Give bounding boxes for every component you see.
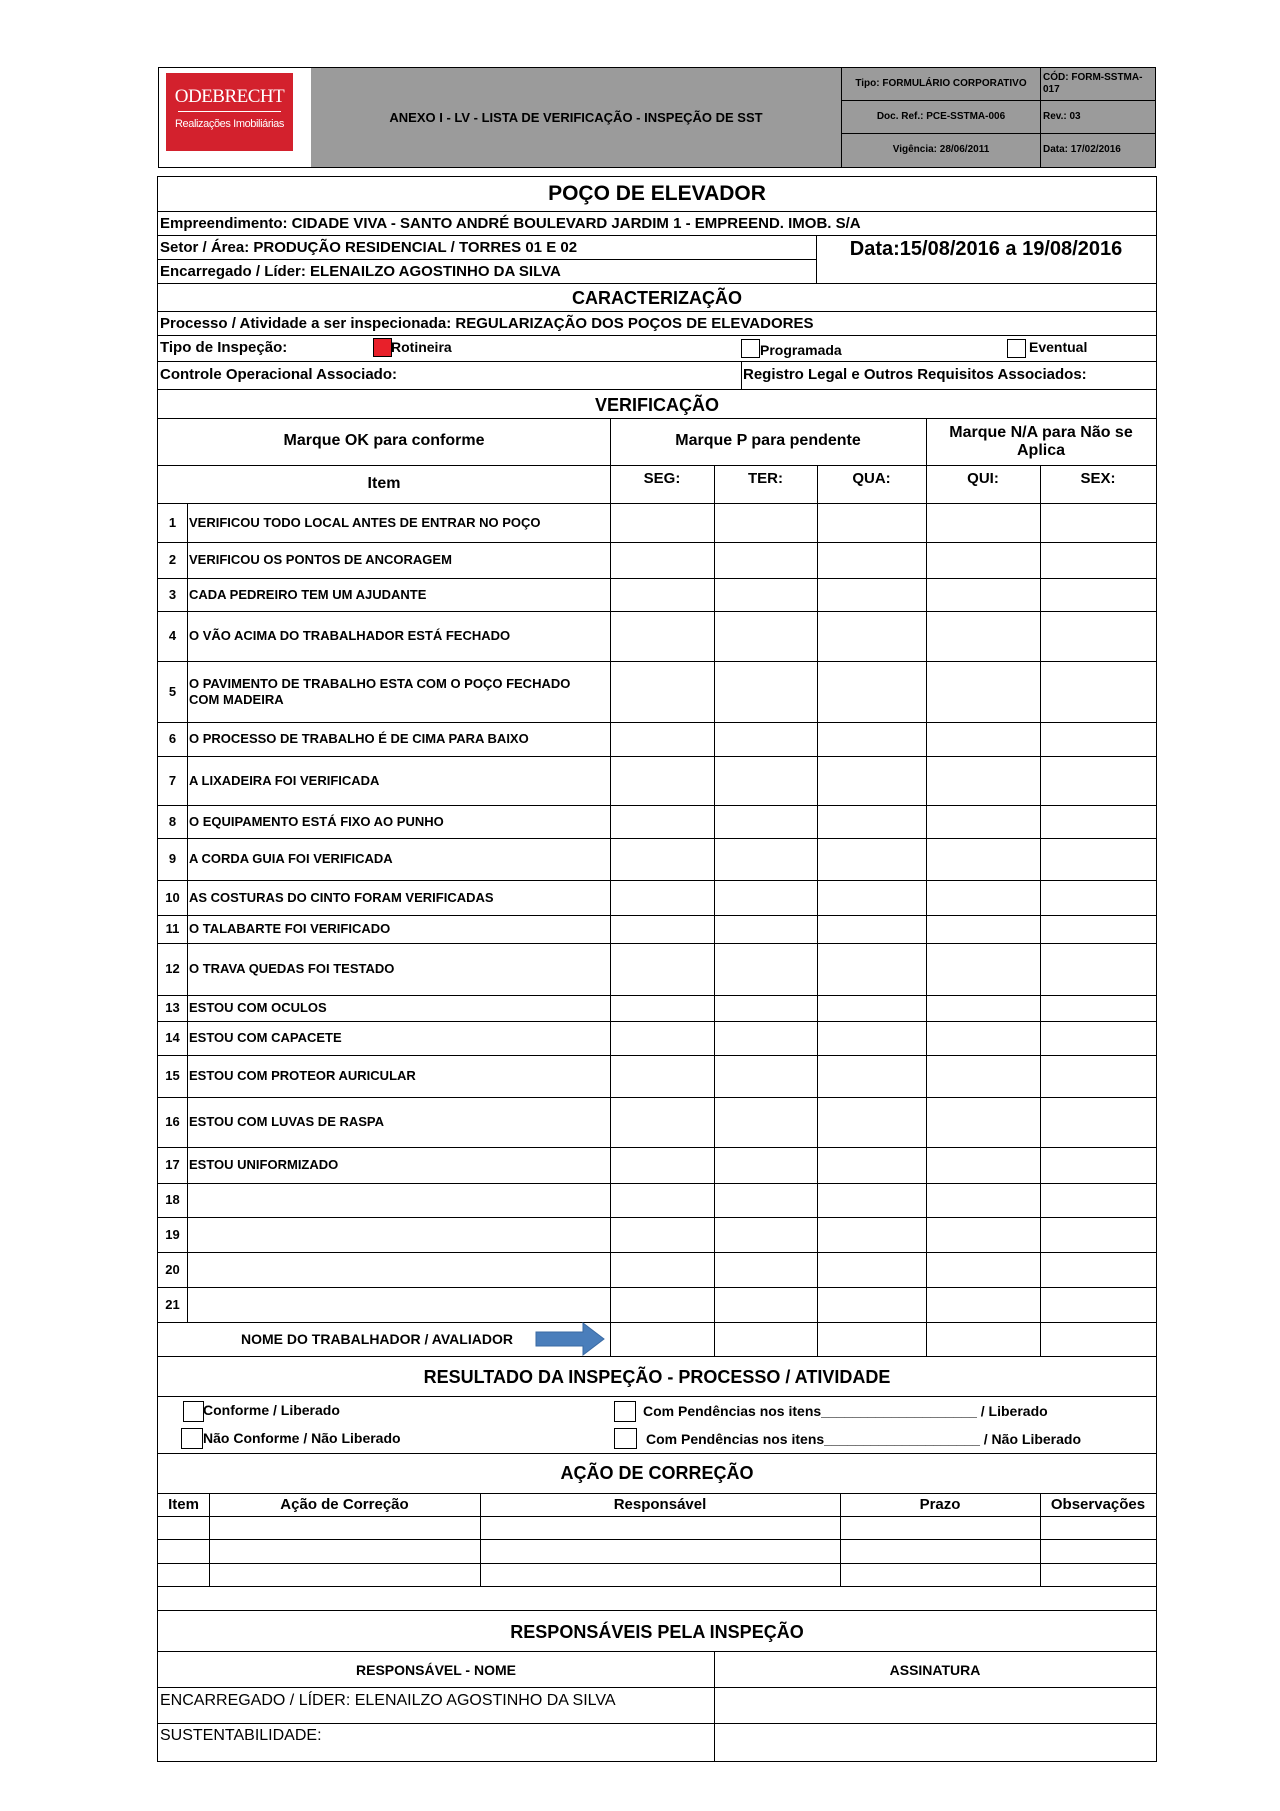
day-mark-cell[interactable] bbox=[611, 1288, 714, 1322]
date-range: Data:15/08/2016 a 19/08/2016 bbox=[849, 238, 1123, 260]
header-rev: Rev.: 03 bbox=[1043, 111, 1081, 122]
day-header: QUI: bbox=[967, 470, 999, 487]
day-mark-cell[interactable] bbox=[818, 757, 926, 805]
programada-checkbox[interactable] bbox=[741, 339, 760, 358]
day-mark-cell[interactable] bbox=[818, 806, 926, 838]
day-mark-cell[interactable] bbox=[1041, 1253, 1156, 1287]
day-mark-cell[interactable] bbox=[611, 881, 714, 915]
worker-name-cell[interactable] bbox=[715, 1323, 817, 1355]
day-mark-cell[interactable] bbox=[927, 881, 1040, 915]
header-vigencia: Vigência: 28/06/2011 bbox=[892, 144, 990, 155]
day-mark-cell[interactable] bbox=[715, 1022, 817, 1055]
day-mark-cell[interactable] bbox=[818, 1148, 926, 1183]
worker-name-cell[interactable] bbox=[927, 1323, 1040, 1355]
day-mark-cell[interactable] bbox=[1041, 1056, 1156, 1097]
row-number: 17 bbox=[165, 1157, 180, 1172]
day-mark-cell[interactable] bbox=[818, 1056, 926, 1097]
day-mark-cell[interactable] bbox=[927, 1148, 1040, 1183]
row-number: 19 bbox=[165, 1226, 180, 1242]
row-item-text: CADA PEDREIRO TEM UM AJUDANTE bbox=[189, 586, 427, 602]
row-number: 3 bbox=[168, 586, 177, 602]
acao-col-prazo: Prazo bbox=[919, 1496, 961, 1513]
row-item-text: O PAVIMENTO DE TRABALHO ESTA COM O POÇO FECHADO COM MADEIRA bbox=[189, 675, 571, 707]
day-mark-cell[interactable] bbox=[818, 1218, 926, 1252]
day-mark-cell[interactable] bbox=[818, 1098, 926, 1147]
header-title: ANEXO I - LV - LISTA DE VERIFICAÇÃO - INSPEÇÃO DE SST bbox=[389, 110, 763, 125]
day-mark-cell[interactable] bbox=[715, 504, 817, 542]
worker-name-cell[interactable] bbox=[611, 1323, 714, 1355]
acao-col-item: Item bbox=[168, 1496, 199, 1513]
day-mark-cell[interactable] bbox=[927, 996, 1040, 1021]
responsavel-sustentabilidade: SUSTENTABILIDADE: bbox=[160, 1727, 322, 1744]
day-mark-cell[interactable] bbox=[715, 723, 817, 756]
pendencias-nao-liberado-label: Com Pendências nos itens____________________ / Não Liberado bbox=[646, 1431, 1082, 1447]
day-header: QUA: bbox=[852, 470, 891, 487]
day-mark-cell[interactable] bbox=[1041, 543, 1156, 578]
day-mark-cell[interactable] bbox=[715, 806, 817, 838]
day-mark-cell[interactable] bbox=[611, 543, 714, 578]
day-mark-cell[interactable] bbox=[818, 1022, 926, 1055]
logo-subtitle: Realizações Imobiliárias bbox=[174, 118, 284, 130]
day-mark-cell[interactable] bbox=[611, 1056, 714, 1097]
day-mark-cell[interactable] bbox=[818, 1184, 926, 1217]
day-mark-cell[interactable] bbox=[927, 1056, 1040, 1097]
header-cod: CÓD: FORM-SSTMA-017 bbox=[1043, 72, 1143, 95]
nao-conforme-checkbox[interactable] bbox=[181, 1428, 203, 1449]
day-mark-cell[interactable] bbox=[1041, 723, 1156, 756]
day-mark-cell[interactable] bbox=[611, 723, 714, 756]
row-number: 20 bbox=[165, 1261, 180, 1277]
day-mark-cell[interactable] bbox=[611, 839, 714, 880]
day-mark-cell[interactable] bbox=[1041, 612, 1156, 661]
responsaveis-heading: RESPONSÁVEIS PELA INSPEÇÃO bbox=[510, 1622, 804, 1642]
row-item-text: O VÃO ACIMA DO TRABALHADOR ESTÁ FECHADO bbox=[189, 628, 511, 643]
marque-na-header: Marque N/A para Não se Aplica bbox=[949, 424, 1133, 459]
day-mark-cell[interactable] bbox=[715, 1288, 817, 1322]
row-number: 7 bbox=[168, 772, 177, 788]
day-mark-cell[interactable] bbox=[611, 612, 714, 661]
row-number: 18 bbox=[165, 1192, 180, 1207]
day-mark-cell[interactable] bbox=[1041, 757, 1156, 805]
day-header: TER: bbox=[748, 470, 783, 487]
row-item-text: O EQUIPAMENTO ESTÁ FIXO AO PUNHO bbox=[189, 813, 444, 829]
marque-p-header: Marque P para pendente bbox=[675, 432, 861, 449]
day-mark-cell[interactable] bbox=[611, 662, 714, 722]
caracterizacao-heading: CARACTERIZAÇÃO bbox=[572, 288, 742, 308]
day-mark-cell[interactable] bbox=[611, 757, 714, 805]
day-mark-cell[interactable] bbox=[715, 1056, 817, 1097]
day-mark-cell[interactable] bbox=[927, 504, 1040, 542]
day-mark-cell[interactable] bbox=[927, 662, 1040, 722]
day-mark-cell[interactable] bbox=[715, 757, 817, 805]
day-mark-cell[interactable] bbox=[611, 579, 714, 611]
row-number: 16 bbox=[165, 1114, 180, 1129]
day-mark-cell[interactable] bbox=[927, 1288, 1040, 1322]
day-mark-cell[interactable] bbox=[818, 1288, 926, 1322]
day-mark-cell[interactable] bbox=[1041, 806, 1156, 838]
header-doc-ref: Doc. Ref.: PCE-SSTMA-006 bbox=[876, 111, 1006, 122]
day-mark-cell[interactable] bbox=[611, 916, 714, 943]
day-mark-cell[interactable] bbox=[927, 612, 1040, 661]
day-mark-cell[interactable] bbox=[818, 612, 926, 661]
programada-label: Programada bbox=[760, 342, 842, 358]
conforme-checkbox[interactable] bbox=[183, 1401, 204, 1422]
day-mark-cell[interactable] bbox=[611, 996, 714, 1021]
day-mark-cell[interactable] bbox=[927, 723, 1040, 756]
eventual-label: Eventual bbox=[1029, 339, 1088, 355]
day-mark-cell[interactable] bbox=[1041, 1218, 1156, 1252]
day-mark-cell[interactable] bbox=[611, 1253, 714, 1287]
day-mark-cell[interactable] bbox=[818, 579, 926, 611]
row-number: 15 bbox=[165, 1068, 180, 1083]
header-data: Data: 17/02/2016 bbox=[1043, 144, 1121, 155]
day-mark-cell[interactable] bbox=[611, 1022, 714, 1055]
day-mark-cell[interactable] bbox=[1041, 1184, 1156, 1217]
row-item-text: VERIFICOU TODO LOCAL ANTES DE ENTRAR NO POÇO bbox=[189, 514, 541, 530]
empreendimento-field: Empreendimento: CIDADE VIVA - SANTO ANDRÉ BOULEVARD JARDIM 1 - EMPREEND. IMOB. S/A bbox=[160, 215, 861, 232]
verificacao-heading: VERIFICAÇÃO bbox=[594, 395, 719, 415]
day-mark-cell[interactable] bbox=[1041, 1288, 1156, 1322]
day-mark-cell[interactable] bbox=[927, 1098, 1040, 1147]
day-mark-cell[interactable] bbox=[715, 1184, 817, 1217]
row-number: 13 bbox=[165, 1000, 180, 1015]
day-mark-cell[interactable] bbox=[1041, 881, 1156, 915]
day-mark-cell[interactable] bbox=[715, 1253, 817, 1287]
day-mark-cell[interactable] bbox=[715, 881, 817, 915]
day-mark-cell[interactable] bbox=[715, 944, 817, 995]
row-number: 10 bbox=[165, 889, 180, 905]
resultado-heading: RESULTADO DA INSPEÇÃO - PROCESSO / ATIVIDADE bbox=[423, 1367, 891, 1387]
row-number: 11 bbox=[165, 921, 180, 936]
day-mark-cell[interactable] bbox=[818, 543, 926, 578]
controle-field: Controle Operacional Associado: bbox=[160, 366, 397, 383]
day-mark-cell[interactable] bbox=[715, 662, 817, 722]
day-mark-cell[interactable] bbox=[611, 1184, 714, 1217]
assinatura-header: ASSINATURA bbox=[889, 1662, 981, 1678]
row-item-text: A LIXADEIRA FOI VERIFICADA bbox=[189, 772, 380, 788]
day-mark-cell[interactable] bbox=[818, 996, 926, 1021]
processo-field: Processo / Atividade a ser inspecionada: REGULARIZAÇÃO DOS POÇOS DE ELEVADORES bbox=[160, 315, 814, 332]
worker-name-cell[interactable] bbox=[818, 1323, 926, 1355]
day-mark-cell[interactable] bbox=[1041, 944, 1156, 995]
pendencias-nao-liberado-checkbox[interactable] bbox=[614, 1428, 637, 1449]
encarregado-field: Encarregado / Líder: ELENAILZO AGOSTINHO DA SILVA bbox=[160, 263, 561, 280]
row-item-text: ESTOU COM PROTEOR AURICULAR bbox=[189, 1068, 416, 1083]
day-mark-cell[interactable] bbox=[927, 916, 1040, 943]
day-mark-cell[interactable] bbox=[715, 916, 817, 943]
rotineira-label: Rotineira bbox=[391, 339, 452, 355]
form-title: POÇO DE ELEVADOR bbox=[548, 182, 766, 205]
day-mark-cell[interactable] bbox=[715, 612, 817, 661]
pendencias-liberado-label: Com Pendências nos itens____________________ / Liberado bbox=[643, 1403, 1048, 1419]
day-mark-cell[interactable] bbox=[927, 579, 1040, 611]
arrow-right-icon bbox=[535, 1322, 605, 1356]
marque-ok-header: Marque OK para conforme bbox=[283, 432, 485, 449]
day-mark-cell[interactable] bbox=[715, 1218, 817, 1252]
day-mark-cell[interactable] bbox=[818, 504, 926, 542]
item-column-header: Item bbox=[367, 475, 401, 492]
day-mark-cell[interactable] bbox=[1041, 916, 1156, 943]
row-item-text: A CORDA GUIA FOI VERIFICADA bbox=[189, 851, 393, 866]
acao-heading: AÇÃO DE CORREÇÃO bbox=[560, 1463, 754, 1483]
day-mark-cell[interactable] bbox=[1041, 839, 1156, 880]
row-item-text: O PROCESSO DE TRABALHO É DE CIMA PARA BAIXO bbox=[189, 731, 529, 746]
day-mark-cell[interactable] bbox=[611, 1148, 714, 1183]
worker-name-cell[interactable] bbox=[1041, 1323, 1156, 1355]
day-mark-cell[interactable] bbox=[927, 806, 1040, 838]
responsavel-nome-header: RESPONSÁVEL - NOME bbox=[356, 1662, 516, 1678]
nome-trabalhador-label: NOME DO TRABALHADOR / AVALIADOR bbox=[241, 1331, 513, 1347]
row-item-text: VERIFICOU OS PONTOS DE ANCORAGEM bbox=[189, 552, 452, 567]
row-number: 2 bbox=[168, 552, 177, 567]
responsavel-encarregado: ENCARREGADO / LÍDER: ELENAILZO AGOSTINHO DA SILVA bbox=[160, 1692, 616, 1709]
day-mark-cell[interactable] bbox=[715, 543, 817, 578]
day-mark-cell[interactable] bbox=[715, 1148, 817, 1183]
setor-field: Setor / Área: PRODUÇÃO RESIDENCIAL / TORRES 01 E 02 bbox=[160, 239, 578, 256]
day-mark-cell[interactable] bbox=[1041, 504, 1156, 542]
day-mark-cell[interactable] bbox=[818, 723, 926, 756]
row-number: 12 bbox=[165, 961, 180, 976]
acao-col-observacoes: Observações bbox=[1050, 1496, 1146, 1513]
row-number: 1 bbox=[168, 514, 177, 530]
day-mark-cell[interactable] bbox=[818, 1253, 926, 1287]
day-mark-cell[interactable] bbox=[927, 1253, 1040, 1287]
day-mark-cell[interactable] bbox=[927, 543, 1040, 578]
day-header: SEX: bbox=[1080, 470, 1116, 487]
row-number: 5 bbox=[168, 683, 177, 699]
row-item-text: ESTOU COM OCULOS bbox=[189, 1000, 327, 1015]
day-mark-cell[interactable] bbox=[818, 881, 926, 915]
company-logo bbox=[166, 73, 293, 151]
day-mark-cell[interactable] bbox=[1041, 662, 1156, 722]
signature-box-1[interactable] bbox=[1036, 1691, 1154, 1719]
day-mark-cell[interactable] bbox=[818, 944, 926, 995]
day-mark-cell[interactable] bbox=[927, 757, 1040, 805]
day-mark-cell[interactable] bbox=[715, 1098, 817, 1147]
pendencias-liberado-checkbox[interactable] bbox=[614, 1401, 636, 1422]
day-mark-cell[interactable] bbox=[715, 839, 817, 880]
day-mark-cell[interactable] bbox=[1041, 1022, 1156, 1055]
eventual-checkbox[interactable] bbox=[1007, 339, 1026, 358]
day-mark-cell[interactable] bbox=[927, 839, 1040, 880]
logo-brand: ODEBRECHT bbox=[174, 86, 285, 107]
day-mark-cell[interactable] bbox=[927, 1218, 1040, 1252]
row-number: 4 bbox=[168, 628, 177, 643]
row-number: 21 bbox=[165, 1296, 180, 1312]
day-mark-cell[interactable] bbox=[611, 1098, 714, 1147]
acao-col-acao: Ação de Correção bbox=[280, 1496, 409, 1513]
day-mark-cell[interactable] bbox=[611, 1218, 714, 1252]
day-mark-cell[interactable] bbox=[927, 1184, 1040, 1217]
day-mark-cell[interactable] bbox=[818, 662, 926, 722]
day-mark-cell[interactable] bbox=[927, 944, 1040, 995]
row-number: 8 bbox=[168, 813, 177, 829]
row-item-text: AS COSTURAS DO CINTO FORAM VERIFICADAS bbox=[189, 889, 494, 905]
day-mark-cell[interactable] bbox=[1041, 1098, 1156, 1147]
row-item-text: O TALABARTE FOI VERIFICADO bbox=[189, 921, 391, 936]
day-mark-cell[interactable] bbox=[1041, 579, 1156, 611]
day-mark-cell[interactable] bbox=[611, 504, 714, 542]
day-mark-cell[interactable] bbox=[818, 916, 926, 943]
row-number: 6 bbox=[168, 731, 177, 746]
day-mark-cell[interactable] bbox=[927, 1022, 1040, 1055]
conforme-label: Conforme / Liberado bbox=[203, 1402, 340, 1418]
day-mark-cell[interactable] bbox=[715, 996, 817, 1021]
rotineira-checkbox[interactable] bbox=[373, 338, 392, 357]
header-tipo: Tipo: FORMULÁRIO CORPORATIVO bbox=[855, 78, 1027, 89]
row-item-text: ESTOU COM LUVAS DE RASPA bbox=[189, 1114, 385, 1129]
row-number: 9 bbox=[168, 851, 177, 866]
day-mark-cell[interactable] bbox=[715, 579, 817, 611]
row-item-text: ESTOU UNIFORMIZADO bbox=[189, 1157, 339, 1172]
acao-col-responsavel: Responsável bbox=[613, 1496, 707, 1513]
nao-conforme-label: Não Conforme / Não Liberado bbox=[203, 1430, 401, 1446]
day-mark-cell[interactable] bbox=[818, 839, 926, 880]
row-number: 14 bbox=[165, 1030, 180, 1045]
day-header: SEG: bbox=[643, 470, 681, 487]
row-item-text: O TRAVA QUEDAS FOI TESTADO bbox=[189, 961, 395, 976]
tipo-inspecao-label: Tipo de Inspeção: bbox=[160, 339, 288, 356]
day-mark-cell[interactable] bbox=[1041, 996, 1156, 1021]
registro-field: Registro Legal e Outros Requisitos Associados: bbox=[743, 366, 1087, 383]
day-mark-cell[interactable] bbox=[1041, 1148, 1156, 1183]
day-mark-cell[interactable] bbox=[611, 944, 714, 995]
day-mark-cell[interactable] bbox=[611, 806, 714, 838]
row-item-text: ESTOU COM CAPACETE bbox=[189, 1030, 342, 1045]
